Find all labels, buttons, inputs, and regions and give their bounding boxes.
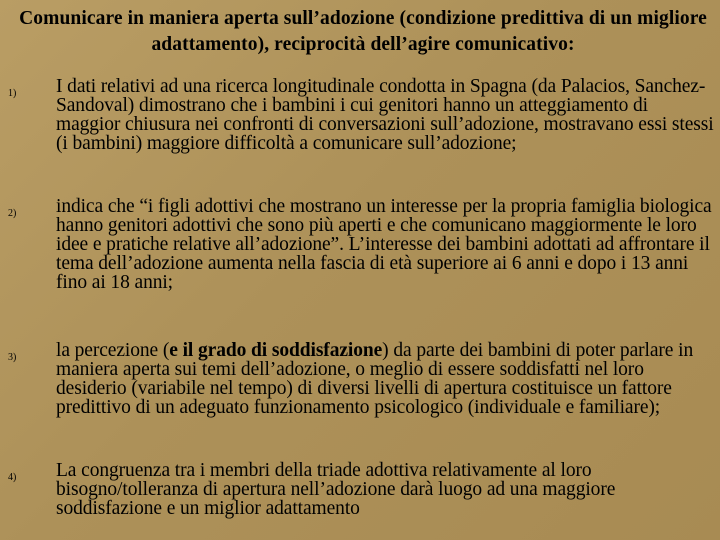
list-item-number: 1) bbox=[8, 88, 17, 99]
slide-title: Comunicare in maniera aperta sull’adozione (condizione predittiva di un migliore adattamento), reciprocità dell’agire comunicativo: bbox=[19, 8, 707, 55]
list-item-text-after: ) da parte dei bambini di poter parlare in maniera aperta sui temi dell’adozione, o meglio di essere soddisfatti nel loro desiderio (variabile nel tempo) di diversi livelli di apertura costituisce un fattore predittivo di un adeguato funzionamento psicologico (individuale e familiare); bbox=[56, 340, 694, 419]
list-item-text bbox=[56, 341, 716, 417]
list-item-text: La congruenza tra i membri della triade adottiva relativamente al loro bisogno/tolleranza di apertura nell’adozione darà luogo ad una maggiore soddisfazione e un miglior adattamento bbox=[56, 460, 616, 520]
list-item-number: 3) bbox=[8, 352, 17, 363]
list-item-text: I dati relativi ad una ricerca longitudinale condotta in Spagna (da Palacios, Sanchez-Sandoval) dimostrano che i bambini i cui genitori hanno un atteggiamento di maggior chiusura nei confronti di conversazioni sull’adozione, mostravano essi stessi (i bambini) maggiore difficoltà a comunicare sull’adozione; bbox=[56, 76, 714, 155]
list-item-text-bold: e il grado di soddisfazione bbox=[169, 340, 383, 361]
list-item-text: indica che “i figli adottivi che mostrano un interesse per la propria famiglia biologica hanno genitori adottivi che sono più aperti e che comunicano maggiormente le loro idee e pratiche relative all’adozione”. L’interesse dei bambini adottati ad affrontare il tema dell’adozione aumenta nella fascia di età superiore ai 6 anni e dopo i 13 anni fino ai 18 anni; bbox=[56, 196, 712, 294]
list-item-number: 2) bbox=[8, 208, 17, 219]
list-item-text-before: la percezione ( bbox=[56, 340, 170, 361]
list-item-number: 4) bbox=[8, 472, 17, 483]
